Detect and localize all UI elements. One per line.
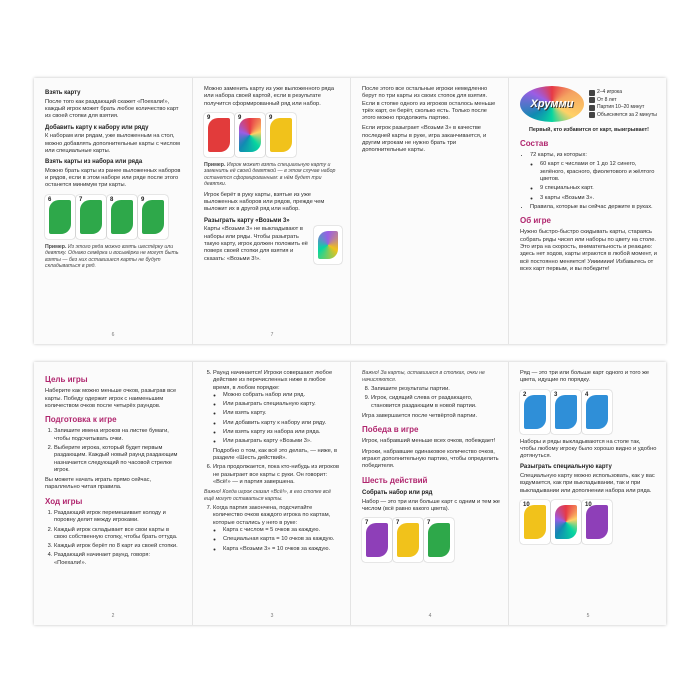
card-image [520, 500, 550, 544]
section-title: Добавить карту к набору или ряду [45, 124, 149, 131]
scores-list [213, 527, 342, 553]
card-number: 9 [141, 196, 145, 203]
meta-text: Объясняется за 2 минуты [597, 111, 657, 118]
card-number: 3 [554, 391, 558, 398]
panel-page-6 [34, 78, 192, 344]
card-image [393, 518, 423, 562]
section-text: Нужно быстро-быстро скидывать карты, стараясь собрать ряды чисел или наборы по цвету на столе. Это игра на скорость, внимательность и реакцию: здесь нет ходов, карты играются в любой момент, и всё постоянно меняется! Уиииииии! Избавьтесь от всех карт первым, и вы победите! [520, 229, 657, 272]
section-text: Наберите как можно меньше очков, разыграв все карты. Победу одержит игрок с наименьшим количеством очков после четырёх раундов. [45, 388, 177, 409]
sub-list [530, 161, 658, 201]
section-heading: Ход игры [45, 496, 83, 506]
panel-continued [350, 78, 509, 344]
meta-text: Партия 10–20 минут [597, 104, 645, 110]
players-info [589, 89, 657, 97]
cover-header [520, 86, 658, 122]
section-text: Наборы и ряды выкладываются на столе так, чтобы любому игроку было хорошо видно и удобно дотянуться. [520, 438, 657, 460]
list-item: ◦ Или взять карту. [223, 410, 342, 417]
page-number: 6 [111, 332, 115, 338]
card-number: 7 [396, 520, 400, 527]
list-item [530, 161, 658, 201]
round-list [204, 370, 342, 486]
clock-icon [589, 105, 595, 111]
panel-page-3 [192, 362, 351, 625]
draw3-card-image [314, 226, 342, 264]
list-item [213, 370, 342, 462]
section-text: Набор — это три или больше карт с одним и тем же числом (всё равно какого цвета). [362, 498, 500, 512]
page-number: 5 [586, 613, 590, 619]
step-text: Раунд начинается! Игроки совершают любое действие из перечисленных ниже в любое время, в любом порядке: [213, 370, 333, 391]
card-image [582, 500, 612, 544]
game-logo: Хрумми [520, 86, 584, 122]
card-row-nines [204, 113, 342, 157]
section-heading: Победа в игре [362, 425, 419, 435]
list-item [213, 505, 342, 553]
card-number: 6 [48, 196, 52, 203]
list-item: ◦ 9 специальных карт. [540, 185, 658, 192]
card-number: 9 [207, 114, 211, 121]
list-item: 4. Раздающий начинает раунд, говоря: «Поехали!». [54, 552, 183, 567]
card-row-blue [520, 390, 658, 434]
draw3-block [204, 226, 342, 265]
tagline: Первый, кто избавится от карт, выигрывает! [529, 127, 649, 133]
list-item: ◦ Или добавить карту к набору или ряду. [223, 420, 342, 427]
section-text: Можно заменить карту из уже выложенного ряда или набора своей картой, если в результате получится сформированный ряд или набор. [204, 86, 334, 107]
section-text: Если игрок разыграет «Возьми 3» в качестве последней карты в руке, игра заканчивается, и другим игрокам не нужно брать три дополнительные карты. [362, 125, 487, 154]
players-icon [589, 90, 595, 96]
list-item: ◦ Или разыграть специальную карту. [223, 401, 342, 408]
card-row-sevens [362, 518, 500, 562]
prep-list [45, 428, 183, 474]
section-text: После этого все остальные игроки немедленно берут по три карты из своих стопок для взятия. Если в стопке одного из игроков осталось меньше трёх карт, он берёт, сколько есть. Только после этого можно продолжить партию. [362, 86, 496, 122]
rules-sheet-bottom [34, 362, 666, 625]
flow-list [45, 510, 183, 567]
explain-info [589, 112, 657, 120]
card-image [204, 113, 234, 157]
section-heading: Об игре [520, 216, 551, 226]
panel-page-2 [34, 362, 192, 625]
card-number: 7 [365, 520, 369, 527]
list-item: 3. Каждый игрок берёт по 8 карт из своей стопки. [54, 543, 183, 550]
card-row-green [45, 195, 183, 239]
card-number: 10 [585, 502, 592, 509]
list-item: ◦ 3 карты «Возьми 3». [540, 195, 658, 202]
caption-label: Пример. [45, 243, 67, 250]
card-number: 9 [269, 114, 273, 121]
end-list [362, 386, 500, 410]
page-number: 7 [270, 332, 274, 338]
list-item: ◦ Специальная карта = 10 очков за каждую. [223, 536, 342, 543]
section-title: Разыграть специальную карту [520, 464, 612, 471]
card-image [362, 518, 392, 562]
card-image [107, 195, 137, 239]
list-item: 9. Игрок, сидящий слева от раздающего, становится раздающим в новой партии. [371, 395, 500, 410]
page-number: 3 [270, 613, 274, 619]
card-image [520, 390, 550, 434]
panel-page-5 [508, 362, 667, 625]
list-item: • 72 карты, из которых: [530, 152, 658, 159]
card-image [76, 195, 106, 239]
card-number: 4 [585, 391, 589, 398]
card-number: 9 [238, 114, 242, 121]
age-info [589, 97, 657, 105]
section-title: Разыграть карту «Возьми 3» [204, 217, 290, 224]
section-text: Игрок берёт в руку карты, взятые из уже выложенных наборов или рядов, прежде чем выложит их в другой ряд или набор. [204, 191, 325, 213]
list-item: ◦ Можно собрать набор или ряд. [223, 392, 342, 399]
section-text: Вы можете начать играть прямо сейчас, параллельно читая правила. [45, 477, 152, 491]
section-text: Ряд — это три или больше карт одного и того же цвета, идущие по порядку. [520, 370, 650, 384]
list-item: ◦ Или разыграть карту «Возьми 3». [223, 438, 342, 445]
section-title: Взять карты из набора или ряда [45, 159, 143, 166]
card-number: 8 [110, 196, 114, 203]
card-number: 7 [427, 520, 431, 527]
panel-cover [508, 78, 667, 344]
caption-label: Пример. [204, 161, 226, 168]
section-heading: Цель игры [45, 375, 88, 384]
list-item: ◦ Карта с числом = 5 очков за каждую. [223, 527, 342, 534]
list-item: ◦ Карта «Возьми 3» = 10 очков за каждую. [223, 546, 342, 553]
score-step [204, 505, 342, 553]
panel-page-7 [192, 78, 351, 344]
section-text: После того как раздающий скажет «Поехали!», каждый игрок может брать любое количество карт из своей стопки для взятия. [45, 98, 179, 120]
card-number: 2 [523, 391, 527, 398]
card-row-special [520, 500, 658, 544]
page-number: 2 [111, 613, 115, 619]
time-info [589, 104, 657, 112]
contents-list [520, 152, 658, 211]
important-note: Важно! Когда игрок сказал «Всё!», в его стопке всё ещё могут оставаться карты. [204, 489, 331, 502]
section-text: Можно брать карты из ранее выложенных наборов и рядов, если в этом наборе или ряде после этого останется минимум три карты. [45, 167, 181, 189]
card-image [551, 500, 581, 544]
list-item: • Правила, которые вы сейчас держите в руках. [530, 204, 658, 211]
list-item: 1. Запишите имена игроков на листке бумаги, чтобы подсчитывать очки. [54, 428, 183, 443]
list-item: 2. Каждый игрок складывает все свои карты в свою собственную стопку, чтобы брать оттуда. [54, 527, 183, 542]
list-item: 6. Игра продолжается, пока кто-нибудь из игроков не разыграет все карты с руки. Он говорит: «Всё!» — и партия завершена. [213, 464, 342, 486]
card-image [45, 195, 75, 239]
section-text: Игрок, набравший меньше всех очков, побеждает! [362, 438, 496, 445]
rules-sheet-top [34, 78, 666, 344]
section-text: Игра завершается после четвёртой партии. [362, 412, 478, 419]
section-heading: Состав [520, 138, 549, 148]
example-caption [45, 244, 183, 270]
example-caption [204, 162, 342, 188]
step-text: Подробно о том, как всё это делать, — ниже, в разделе «Шесть действий». [213, 447, 337, 461]
caption-text: Игрок может взять специальную карту и заменить её своей девяткой — в этом случае набор останется сформированным: в нём будет три девятки. [204, 161, 336, 188]
meta-text: 2–4 игрока [597, 89, 622, 95]
section-heading: Шесть действий [362, 475, 428, 485]
section-text: Игроки, набравшие одинаковое количество очков, играют дополнительную партию, чтобы определить победителя. [362, 448, 499, 470]
meta-text: От 8 лет [597, 96, 617, 103]
list-item: ◦ 60 карт с числами от 1 до 12 синего, зелёного, красного, фиолетового и жёлтого цветов. [540, 161, 658, 183]
caption-text: Из этого ряда можно взять шестёрку или девятку. Однако семёрка и восьмёрка не могут быть взяты — без них оставшиеся карты не будут складываться в ряд. [45, 243, 179, 270]
section-heading: Подготовка к игре [45, 415, 117, 425]
card-image [266, 113, 296, 157]
card-image [551, 390, 581, 434]
important-note: Важно! За карты, оставшиеся в стопках, очки не начисляются. [362, 370, 485, 383]
step-text: Когда партия закончена, подсчитайте количество очков каждого игрока по картам, которые остались у него в руке: [213, 505, 331, 526]
section-title: Взять карту [45, 90, 81, 96]
section-text: Карты «Возьми 3» не выкладывают в наборы или ряды. Чтобы разыграть такую карту, игрок должен положить её поверх своей стопки для взятия и сказать: «Возьми 3!». [204, 226, 308, 262]
card-image [582, 390, 612, 434]
page-number: 4 [428, 613, 432, 619]
list-item: ◦ Или взять карту из набора или ряда. [223, 429, 342, 436]
card-image [424, 518, 454, 562]
list-item: 2. Выберите игрока, который будет первым раздающим. Каждый новый раунд раздающим назначается следующий по часовой стрелке игрок. [54, 445, 183, 474]
panel-page-4 [350, 362, 509, 625]
card-image [138, 195, 168, 239]
section-text: Специальную карту можно использовать, как у вас вздумается, как при выкладывании, так и при выкладывании или дополнении набора или ряда. [520, 473, 655, 494]
explain-icon [589, 112, 595, 118]
age-icon [589, 97, 595, 103]
card-number: 7 [79, 196, 83, 203]
section-title: Собрать набор или ряд [362, 489, 433, 496]
game-meta [589, 89, 657, 119]
card-number: 10 [523, 502, 530, 509]
list-item: 1. Раздающий игрок перемешивает колоду и поровну делит между игроками. [54, 510, 183, 525]
list-item: 8. Запишите результаты партии. [371, 386, 500, 393]
actions-list [213, 392, 342, 446]
card-image [235, 113, 265, 157]
section-text: К наборам или рядам, уже выложенным на стол, можно добавлять дополнительные карты с числом или специальные карты. [45, 133, 180, 154]
